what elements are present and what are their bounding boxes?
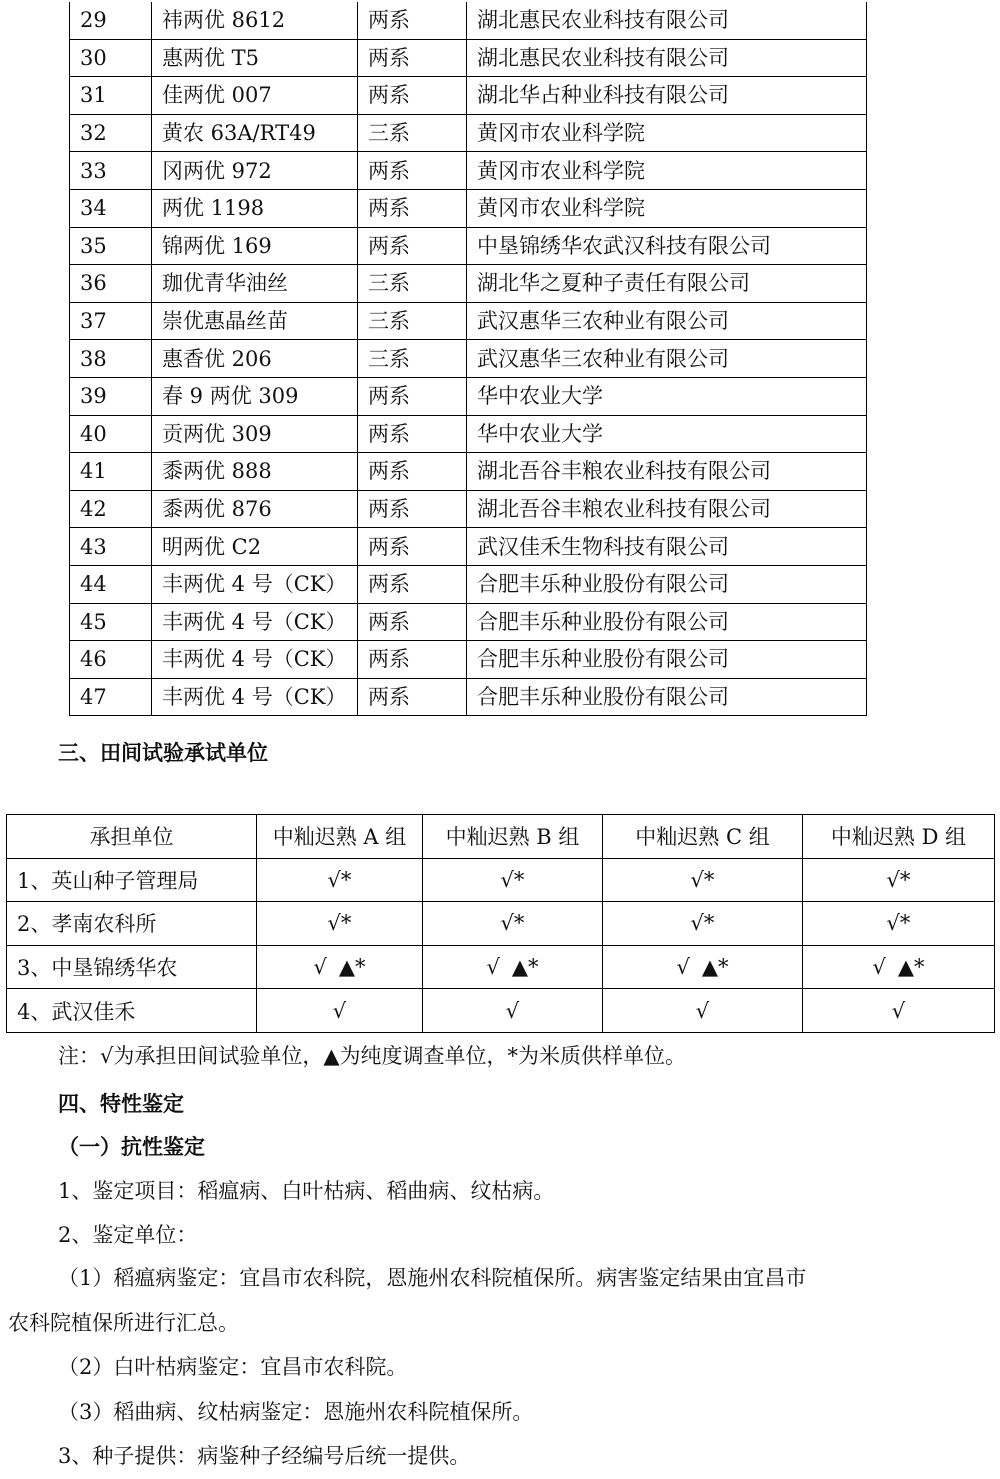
trial-mark: √*	[803, 858, 995, 902]
variety-name: 佳两优 007	[152, 77, 358, 115]
applicant: 湖北吾谷丰粮农业科技有限公司	[467, 490, 867, 528]
variety-type: 两系	[358, 152, 467, 190]
row-number: 31	[70, 77, 152, 115]
variety-type: 两系	[358, 528, 467, 566]
trial-mark	[603, 945, 803, 989]
purity-mark: ▲*	[897, 955, 925, 980]
applicant: 合肥丰乐种业股份有限公司	[467, 565, 867, 603]
table-row	[70, 490, 867, 528]
trial-mark: √	[423, 989, 603, 1033]
row-number: 33	[70, 152, 152, 190]
trial-mark	[423, 945, 603, 989]
variety-table	[69, 2, 867, 716]
variety-name: 冈两优 972	[152, 152, 358, 190]
variety-type: 两系	[358, 377, 467, 415]
variety-name: 惠两优 T5	[152, 39, 358, 77]
applicant: 武汉惠华三农种业有限公司	[467, 302, 867, 340]
variety-name: 丰两优 4 号（CK）	[152, 565, 358, 603]
table-row	[70, 302, 867, 340]
row-number: 45	[70, 603, 152, 641]
variety-name: 崇优惠晶丝苗	[152, 302, 358, 340]
column-header: 中籼迟熟 D 组	[803, 815, 995, 859]
trial-mark: √*	[257, 902, 423, 946]
table-row	[70, 77, 867, 115]
applicant: 华中农业大学	[467, 415, 867, 453]
row-number: 29	[70, 2, 152, 39]
table-row	[70, 565, 867, 603]
subsection-heading: （一）抗性鉴定	[58, 1134, 205, 1159]
variety-type: 两系	[358, 2, 467, 39]
variety-name: 春 9 两优 309	[152, 377, 358, 415]
variety-type: 三系	[358, 340, 467, 378]
column-header: 中籼迟熟 C 组	[603, 815, 803, 859]
column-header: 中籼迟熟 A 组	[257, 815, 423, 859]
applicant: 华中农业大学	[467, 377, 867, 415]
variety-type: 两系	[358, 490, 467, 528]
trial-mark: √	[803, 989, 995, 1033]
applicant: 武汉惠华三农种业有限公司	[467, 340, 867, 378]
table-row	[70, 189, 867, 227]
applicant: 黄冈市农业科学院	[467, 114, 867, 152]
applicant: 合肥丰乐种业股份有限公司	[467, 641, 867, 679]
table-row	[70, 114, 867, 152]
row-number: 32	[70, 114, 152, 152]
variety-name: 惠香优 206	[152, 340, 358, 378]
row-number: 44	[70, 565, 152, 603]
variety-type: 两系	[358, 227, 467, 265]
applicant: 湖北吾谷丰粮农业科技有限公司	[467, 453, 867, 491]
table-row	[70, 528, 867, 566]
table-row	[70, 453, 867, 491]
trial-mark: √	[603, 989, 803, 1033]
variety-type: 三系	[358, 114, 467, 152]
variety-type: 两系	[358, 77, 467, 115]
applicant: 黄冈市农业科学院	[467, 152, 867, 190]
variety-type: 两系	[358, 453, 467, 491]
applicant: 湖北惠民农业科技有限公司	[467, 2, 867, 39]
trial-mark: √*	[603, 858, 803, 902]
row-number: 30	[70, 39, 152, 77]
variety-name: 锦两优 169	[152, 227, 358, 265]
variety-type: 两系	[358, 603, 467, 641]
variety-type: 三系	[358, 302, 467, 340]
paragraph: 农科院植保所进行汇总。	[8, 1311, 239, 1335]
purity-mark: ▲*	[701, 955, 729, 980]
applicant: 湖北惠民农业科技有限公司	[467, 39, 867, 77]
row-number: 40	[70, 415, 152, 453]
row-number: 34	[70, 189, 152, 227]
paragraph: 2、鉴定单位：	[58, 1223, 198, 1247]
row-number: 46	[70, 641, 152, 679]
variety-name: 两优 1198	[152, 189, 358, 227]
table-row	[7, 858, 995, 902]
trial-mark	[803, 945, 995, 989]
unit-name: 1、英山种子管理局	[7, 858, 257, 902]
purity-mark: ▲*	[511, 955, 539, 980]
paragraph: 3、种子提供：病鉴种子经编号后统一提供。	[58, 1444, 471, 1468]
variety-name: 明两优 C2	[152, 528, 358, 566]
row-number: 41	[70, 453, 152, 491]
table-row	[7, 989, 995, 1033]
trial-mark: √*	[603, 902, 803, 946]
column-header: 承担单位	[7, 815, 257, 859]
check-mark: √	[486, 955, 500, 980]
table-row	[70, 641, 867, 679]
row-number: 37	[70, 302, 152, 340]
unit-name: 4、武汉佳禾	[7, 989, 257, 1033]
table-row	[70, 39, 867, 77]
variety-name: 贡两优 309	[152, 415, 358, 453]
applicant: 中垦锦绣华农武汉科技有限公司	[467, 227, 867, 265]
variety-table-body	[70, 2, 867, 716]
variety-type: 三系	[358, 265, 467, 303]
row-number: 47	[70, 678, 152, 716]
applicant: 黄冈市农业科学院	[467, 189, 867, 227]
table-row	[70, 265, 867, 303]
table-row	[70, 227, 867, 265]
table-row	[70, 377, 867, 415]
table-note: 注：√为承担田间试验单位，▲为纯度调查单位，*为米质供样单位。	[58, 1044, 687, 1068]
variety-name: 丰两优 4 号（CK）	[152, 641, 358, 679]
table-row	[7, 902, 995, 946]
table-header-row	[7, 815, 995, 859]
applicant: 湖北华占种业科技有限公司	[467, 77, 867, 115]
section-heading: 四、特性鉴定	[58, 1091, 184, 1116]
variety-name: 丰两优 4 号（CK）	[152, 603, 358, 641]
paragraph: （3）稻曲病、纹枯病鉴定：恩施州农科院植保所。	[58, 1400, 534, 1424]
unit-name: 3、中垦锦绣华农	[7, 945, 257, 989]
row-number: 42	[70, 490, 152, 528]
variety-type: 两系	[358, 678, 467, 716]
variety-name: 祎两优 8612	[152, 2, 358, 39]
applicant: 湖北华之夏种子责任有限公司	[467, 265, 867, 303]
paragraph: 1、鉴定项目：稻瘟病、白叶枯病、稻曲病、纹枯病。	[58, 1179, 555, 1203]
table-row	[70, 603, 867, 641]
column-header: 中籼迟熟 B 组	[423, 815, 603, 859]
variety-type: 两系	[358, 641, 467, 679]
check-mark: √	[313, 955, 327, 980]
variety-type: 两系	[358, 565, 467, 603]
row-number: 36	[70, 265, 152, 303]
section-heading: 三、田间试验承试单位	[58, 740, 268, 765]
trial-mark: √	[257, 989, 423, 1033]
row-number: 43	[70, 528, 152, 566]
trial-mark: √*	[803, 902, 995, 946]
trial-mark: √*	[423, 858, 603, 902]
row-number: 39	[70, 377, 152, 415]
unit-name: 2、孝南农科所	[7, 902, 257, 946]
trial-mark: √*	[423, 902, 603, 946]
paragraph: （1）稻瘟病鉴定：宜昌市农科院，恩施州农科院植保所。病害鉴定结果由宜昌市	[58, 1266, 807, 1290]
variety-name: 丰两优 4 号（CK）	[152, 678, 358, 716]
variety-name: 黍两优 888	[152, 453, 358, 491]
table-row	[7, 945, 995, 989]
purity-mark: ▲*	[338, 955, 366, 980]
row-number: 35	[70, 227, 152, 265]
variety-type: 两系	[358, 189, 467, 227]
table-row	[70, 340, 867, 378]
variety-name: 黍两优 876	[152, 490, 358, 528]
variety-name: 黄农 63A/RT49	[152, 114, 358, 152]
trial-mark	[257, 945, 423, 989]
applicant: 武汉佳禾生物科技有限公司	[467, 528, 867, 566]
applicant: 合肥丰乐种业股份有限公司	[467, 603, 867, 641]
table-row	[70, 415, 867, 453]
check-mark: √	[872, 955, 886, 980]
variety-type: 两系	[358, 415, 467, 453]
paragraph: （2）白叶枯病鉴定：宜昌市农科院。	[58, 1355, 408, 1379]
applicant: 合肥丰乐种业股份有限公司	[467, 678, 867, 716]
variety-type: 两系	[358, 39, 467, 77]
trial-mark: √*	[257, 858, 423, 902]
trial-units-table	[6, 814, 995, 1033]
table-row	[70, 678, 867, 716]
table-row	[70, 152, 867, 190]
check-mark: √	[676, 955, 690, 980]
table-row	[70, 2, 867, 39]
row-number: 38	[70, 340, 152, 378]
variety-name: 珈优青华油丝	[152, 265, 358, 303]
